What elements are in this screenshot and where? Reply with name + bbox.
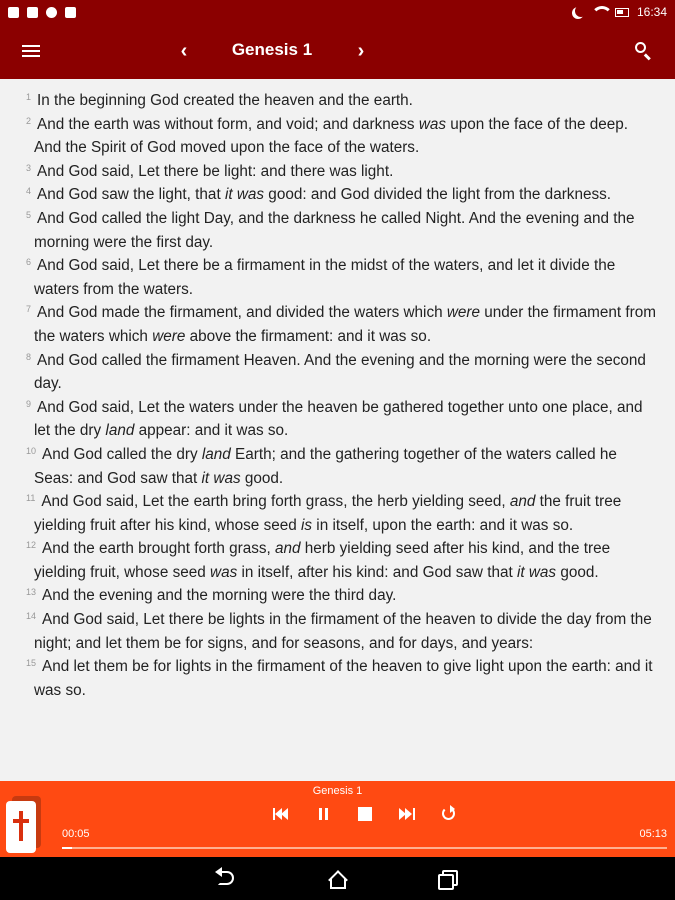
verse-text: And let them be for lights in the firmament of the heaven to give light upon the earth: and it was so. xyxy=(34,658,653,699)
verse-text: above the firmament: and it was so. xyxy=(185,327,432,345)
verse-number: 5 xyxy=(26,209,32,220)
verse-number: 1 xyxy=(26,92,32,102)
verse[interactable] xyxy=(26,89,656,113)
verse[interactable] xyxy=(26,183,656,207)
verse-text: in itself, upon the earth: and it was so. xyxy=(312,516,574,534)
battery-icon xyxy=(615,8,629,17)
back-icon[interactable] xyxy=(214,867,240,891)
verse-number: 10 xyxy=(26,445,37,456)
verse[interactable] xyxy=(26,584,656,608)
verse-number: 9 xyxy=(26,398,32,409)
verse-number: 3 xyxy=(26,162,32,173)
verse-text-italic: it was xyxy=(224,186,265,204)
verse-text-italic: land xyxy=(201,445,231,463)
notification-icons xyxy=(8,7,76,18)
verse-text: And God said, Let there be lights in the firmament of the heaven to divide the day from the night; and let them be for signs, and for seasons, and for days, and years: xyxy=(34,611,652,652)
bible-book-icon[interactable] xyxy=(6,793,42,853)
verse-number: 11 xyxy=(26,493,36,504)
verse[interactable] xyxy=(26,655,656,702)
verse[interactable] xyxy=(26,160,656,184)
verse-text: And the earth brought forth grass, xyxy=(42,540,276,558)
verse[interactable] xyxy=(26,537,656,584)
skip-previous-icon[interactable] xyxy=(270,803,292,825)
playback-progress-fill xyxy=(62,847,72,849)
verse-number: 6 xyxy=(26,257,32,268)
verse-text-italic: and xyxy=(275,540,301,558)
verse-number: 14 xyxy=(26,611,37,622)
verse[interactable] xyxy=(26,396,656,443)
stop-icon[interactable] xyxy=(354,803,376,825)
notification-download-icon xyxy=(65,7,76,18)
wifi-icon xyxy=(591,6,607,18)
verse-text-italic: were xyxy=(446,304,481,322)
verse-text-italic: was xyxy=(418,115,447,133)
verse-text: And God said, Let the earth bring forth grass, the herb yielding seed, xyxy=(41,493,510,511)
verse-text-italic: it was xyxy=(516,563,557,581)
verse-text-italic: is xyxy=(301,516,313,534)
next-chapter-button[interactable]: › xyxy=(357,40,365,62)
verse[interactable] xyxy=(26,490,656,537)
verse-text: And the evening and the morning were the third day. xyxy=(42,587,397,605)
previous-chapter-button[interactable]: ‹ xyxy=(180,40,188,62)
verse[interactable] xyxy=(26,254,656,301)
verse-text-italic: and xyxy=(509,493,536,511)
verse-text: And God called the light Day, and the darkness he called Night. And the evening and the morning were the first day. xyxy=(34,209,635,251)
chapter-text[interactable] xyxy=(26,89,656,781)
notification-mail-icon xyxy=(27,7,38,18)
verse-number: 4 xyxy=(26,186,32,197)
verse-text-italic: was xyxy=(210,563,238,581)
verse-number: 7 xyxy=(26,304,32,315)
verse-text: In the beginning God created the heaven and the earth. xyxy=(37,92,413,109)
repeat-icon[interactable] xyxy=(438,803,460,825)
playback-progress-bar[interactable] xyxy=(62,847,667,849)
recent-apps-icon[interactable] xyxy=(437,867,463,891)
verse[interactable] xyxy=(26,349,656,396)
verse-text: upon the face of the deep. And the Spirit of God moved upon the face of the waters. xyxy=(34,115,629,157)
verse-text: appear: and it was so. xyxy=(134,422,289,440)
notification-sync-icon xyxy=(46,7,57,18)
verse-number: 15 xyxy=(26,658,37,669)
verse-text: And God saw the light, that xyxy=(37,186,225,204)
verse-text: Earth; and the gathering together of the waters called he Seas: and God saw that xyxy=(34,445,617,487)
verse-number: 12 xyxy=(26,540,37,551)
verse-text: And God said, Let there be a firmament in the midst of the waters, and let it divide the waters from the waters. xyxy=(34,257,616,298)
verse-text: the fruit tree yielding fruit after his kind, whose seed xyxy=(34,493,622,534)
verse[interactable] xyxy=(26,113,656,160)
verse-text-italic: were xyxy=(152,327,186,345)
verse-text: good: and God divided the light from the darkness. xyxy=(264,186,612,204)
pause-icon[interactable] xyxy=(312,803,334,825)
system-navigation-bar xyxy=(0,857,675,900)
verse-text: herb yielding seed after his kind, and the tree yielding fruit, whose seed xyxy=(34,540,611,581)
audio-player xyxy=(0,781,675,857)
verse-text: And the earth was without form, and void; and darkness xyxy=(37,115,419,133)
elapsed-time: 00:05 xyxy=(62,828,90,840)
verse-text: And God called the dry xyxy=(42,445,202,463)
do-not-disturb-icon xyxy=(575,5,587,17)
verse[interactable] xyxy=(26,301,656,348)
home-icon[interactable] xyxy=(325,867,351,891)
search-icon[interactable] xyxy=(633,40,655,62)
skip-next-icon[interactable] xyxy=(396,803,418,825)
total-time: 05:13 xyxy=(639,828,667,840)
status-bar xyxy=(0,0,675,24)
verse-text: in itself, after his kind: and God saw that xyxy=(237,563,517,581)
track-title: Genesis 1 xyxy=(312,785,363,797)
chapter-title[interactable]: Genesis 1 xyxy=(231,40,313,59)
verse-text: good. xyxy=(556,563,599,581)
verse-text: And God called the firmament Heaven. And the evening and the morning were the second day. xyxy=(34,351,646,393)
verse-text: And God said, Let the waters under the heaven be gathered together unto one place, and let the dry xyxy=(34,398,643,440)
status-time: 16:34 xyxy=(636,5,667,19)
verse[interactable] xyxy=(26,608,656,655)
verse-number: 8 xyxy=(26,351,32,362)
verse[interactable] xyxy=(26,207,656,254)
verse-number: 2 xyxy=(26,115,32,126)
verse-text-italic: land xyxy=(105,422,135,440)
verse-text-italic: it was xyxy=(201,469,241,487)
verse-text: under the firmament from the waters which xyxy=(34,304,656,345)
verse[interactable] xyxy=(26,443,656,490)
verse-number: 13 xyxy=(26,587,37,598)
notification-app-icon xyxy=(8,7,19,18)
verse-text: good. xyxy=(240,469,284,487)
verse-text: And God made the firmament, and divided the waters which xyxy=(37,304,447,322)
verse-text: And God said, Let there be light: and there was light. xyxy=(37,162,394,180)
app-bar xyxy=(0,24,675,79)
menu-icon[interactable] xyxy=(16,38,46,64)
